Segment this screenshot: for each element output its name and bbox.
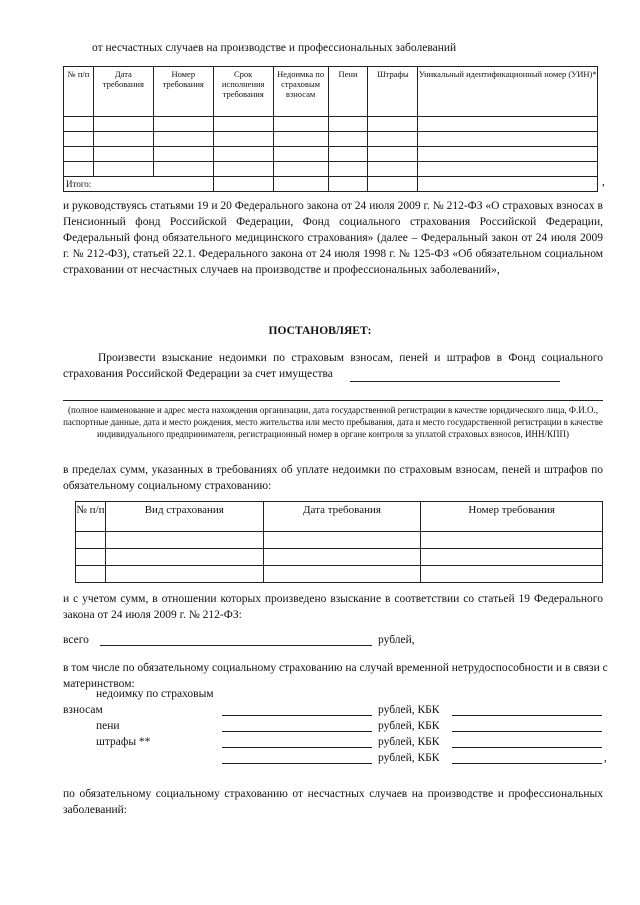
debt-label-line2: взносам — [63, 704, 103, 716]
requirements-table — [63, 66, 598, 192]
total-amount-line — [100, 645, 372, 646]
col-header-fines: Штрафы — [368, 67, 418, 117]
col-header-deadline: Срок исполнения требования — [213, 67, 273, 117]
debt-rub-kbk: рублей, КБК — [378, 704, 440, 716]
total-label: всего — [63, 634, 89, 646]
extra-kbk-line — [452, 763, 602, 764]
col-header-penalties: Пени — [328, 67, 368, 117]
table-row — [64, 132, 598, 147]
paragraph-accidents: по обязательному социальному страхованию от несчастных случаев на производстве и профессиональных заболеваний: — [63, 788, 603, 816]
col-header-req-number: Номер требования — [153, 67, 213, 117]
fines-amount-line — [222, 747, 372, 748]
paragraph-consideration: и с учетом сумм, в отношении которых произведено взыскание в соответствии со статьей 19 Федерального закона от 24 июля 2009 г. № 212-ФЗ: — [63, 593, 603, 621]
penalties-rub-kbk: рублей, КБК — [378, 720, 440, 732]
total-rubles: рублей, — [378, 634, 415, 646]
total-row — [64, 177, 598, 192]
header-line: от несчастных случаев на производстве и профессиональных заболеваний — [92, 42, 457, 54]
penalties-kbk-line — [452, 731, 602, 732]
paragraph-grounds: и руководствуясь статьями 19 и 20 Федерального закона от 24 июля 2009 г. № 212-ФЗ «О страховых взносах в Пенсионный фонд Российской Федерации, Фонд социального страхования Российской Федерации, Федеральный фонд обязательного медицинского страхования» (далее – Федеральный закон от 24 июля 2009 г. № 212-ФЗ), статьей 22.1. Федерального закона от 24 июля 1998 г. № 125-ФЗ «Об обязательном социальном страховании от несчастных случаев на производстве и профессиональных заболеваний», — [63, 200, 603, 276]
table-row — [76, 549, 603, 566]
extra-rub-kbk: рублей, КБК — [378, 752, 440, 764]
extra-amount-line — [222, 763, 372, 764]
extra-comma: , — [604, 752, 607, 764]
paragraph-collection: Произвести взыскание недоимки по страховым взносам, пеней и штрафов в Фонд социального страхования Российской Федерации за счет имущества — [63, 352, 603, 380]
penalties-label: пени — [96, 720, 120, 732]
table-row — [64, 117, 598, 132]
col-header-req-number: Номер требования — [421, 502, 603, 532]
debt-amount-line — [222, 715, 372, 716]
debt-label-line1: недоимку по страховым — [96, 688, 214, 700]
fines-rub-kbk: рублей, КБК — [378, 736, 440, 748]
insurance-table — [75, 501, 603, 583]
debtor-note: (полное наименование и адрес места нахождения организации, дата государственной регистрации в качестве юридического лица, Ф.И.О., паспортные данные, дата и место рождения, место жительства или место пребывания, дата и место государственной регистрации в качестве индивидуального предпринимателя, регистрационный номер в органе контроля за уплатой страховых взносов, ИНН/КПП) — [63, 405, 603, 439]
fines-kbk-line — [452, 747, 602, 748]
col-header-date: Дата требования — [93, 67, 153, 117]
col-header-req-date: Дата требования — [263, 502, 421, 532]
table-row — [76, 566, 603, 583]
col-header-arrears: Недоимка по страховым взносам — [273, 67, 328, 117]
debt-kbk-line — [452, 715, 602, 716]
col-header-number: № п/п — [64, 67, 94, 117]
paragraph-temporary-disability: в том числе по обязательному социальному страхованию на случай временной нетрудоспособности и в связи с материнством: — [63, 662, 608, 690]
penalties-amount-line — [222, 731, 372, 732]
resolution-heading: ПОСТАНОВЛЯЕТ: — [268, 325, 372, 337]
paragraph-limits: в пределах сумм, указанных в требованиях об уплате недоимки по страховым взносам, пеней и штрафов по обязательному социальному страхованию: — [63, 464, 603, 492]
debtor-line-1 — [350, 381, 560, 382]
table-row — [64, 162, 598, 177]
col-header-insurance-type: Вид страхования — [105, 502, 263, 532]
col-header-uin: Уникальный идентификационный номер (УИН)* — [418, 67, 598, 117]
table1-comma: , — [602, 176, 605, 188]
total-label: Итого: — [64, 177, 214, 192]
fines-label: штрафы ** — [96, 736, 151, 748]
col-header-number: № п/п — [76, 502, 106, 532]
debtor-line-2 — [63, 400, 603, 401]
table-row — [64, 147, 598, 162]
table-row — [76, 532, 603, 549]
